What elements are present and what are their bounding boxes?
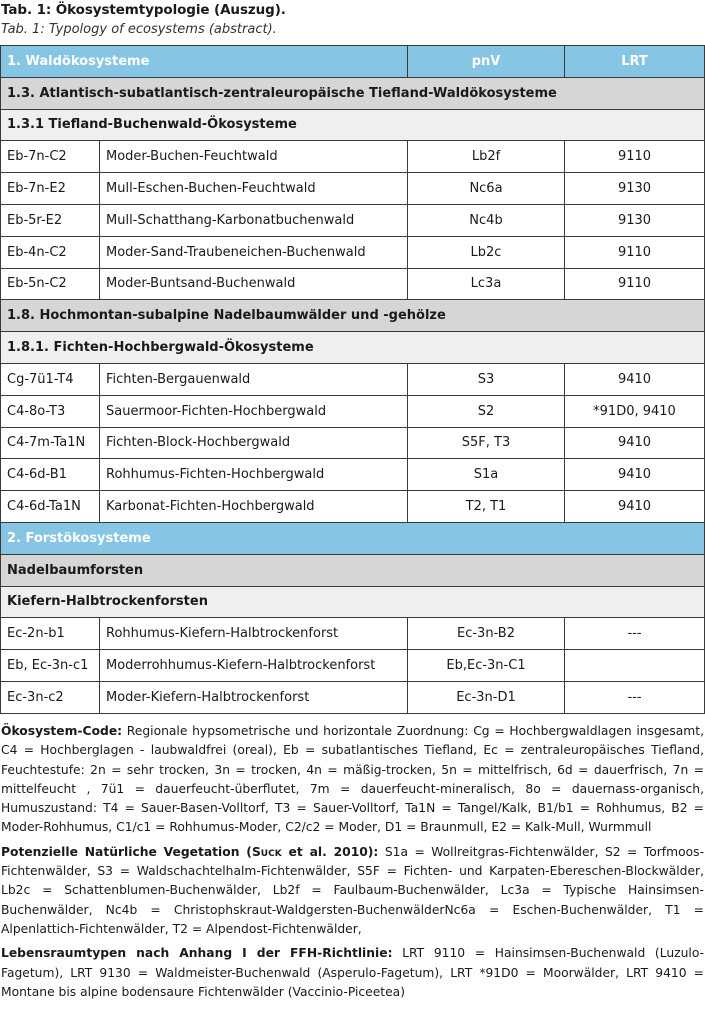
row-code: Eb-5n-C2 [1,268,100,300]
row-code: Ec-2n-b1 [1,618,100,650]
table-row [1,491,705,523]
row-lrt: --- [565,681,705,713]
row-pnv: S2 [408,395,565,427]
row-pnv: S3 [408,363,565,395]
row-name: Moder-Buchen-Feuchtwald [100,141,408,173]
ecosystem-table [0,45,705,714]
group-row [1,554,705,586]
header-pnv: pnV [408,46,565,78]
row-name: Fichten-Bergauenwald [100,363,408,395]
row-name: Mull-Schatthang-Karbonatbuchenwald [100,204,408,236]
row-code: Eb-7n-E2 [1,173,100,205]
note-ecosystem-code [1,722,704,838]
group-row [1,77,705,109]
row-pnv: Lb2f [408,141,565,173]
note-pnv [1,843,704,939]
row-lrt: 9110 [565,268,705,300]
row-pnv: Nc4b [408,204,565,236]
table-row [1,427,705,459]
table-caption-subtitle: Tab. 1: Typology of ecosystems (abstract). [1,22,277,37]
row-pnv: Lb2c [408,236,565,268]
row-code: C4-6d-B1 [1,459,100,491]
row-pnv: Ec-3n-B2 [408,618,565,650]
table-row [1,459,705,491]
subgroup-kiefern-label: Kiefern-Halbtrockenforsten [1,586,705,618]
row-pnv: T2, T1 [408,491,565,523]
table-row [1,236,705,268]
row-code: Eb-4n-C2 [1,236,100,268]
table-row [1,173,705,205]
row-code: Ec-3n-c2 [1,681,100,713]
note-ecosystem-code-label: Ökosystem-Code: [1,724,123,738]
row-lrt: --- [565,618,705,650]
note-pnv-label-end: et al. 2010): [281,844,379,859]
row-lrt: *91D0, 9410 [565,395,705,427]
row-lrt: 9130 [565,173,705,205]
row-code: C4-6d-Ta1N [1,491,100,523]
subgroup-1-3-1-label: 1.3.1 Tiefland-Buchenwald-Ökosysteme [1,109,705,141]
group-1-8-label: 1.8. Hochmontan-subalpine Nadelbaumwälder und -gehölze [1,300,705,332]
row-code: Eb-5r-E2 [1,204,100,236]
row-code: Eb, Ec-3n-c1 [1,650,100,682]
note-pnv-text: S1a = Wollreitgras-Fichtenwälder, S2 = Torfmoos-Fichtenwälder, S3 = Waldschachtelhalm-Fichtenwälder, S5F = Fichten- und Karpaten-Ebereschen-Blockwälder, Lb2c = Schattenblumen-Buchenwälder, Lb2f = Faulbaum-Buchenwälder, Lc3a = Typische Hainsimsen-Buchenwälder, Nc4b = Christophskraut-Waldgersten-BuchenwälderNc6a = Eschen-Buchenwälder, T1 = Alpenlattich-Fichtenwälder, T2 = Alpendost-Fichtenwälder, [1,844,705,936]
table-row [1,395,705,427]
note-ecosystem-code-text: Regionale hypsometrische und horizontale Zuordnung: Cg = Hochbergwaldlagen insgesamt, C4 = Hochberglagen - laubwaldfrei (oreal), Eb = subatlantisches Tiefland, Ec = zentraleuropäisches Tiefland, Feuchtestufe: 2n = sehr trocken, 3n = trocken, 4n = mäßig-trocken, 5n = mittelfrisch, 6d = dauerfrisch, 7n = mittelfeucht , 7ü1 = dauerfeucht-überflutet, 7m = dauerfeucht-mineralisch, 8o = dauernass-organisch, Humuszustand: T4 = Sauer-Basen-Volltorf, T3 = Sauer-Volltorf, Ta1N = Tangel/Kalk, B1/b1 = Rohhumus, B2 = Moder-Rohhumus, C1/c1 = Rohhumus-Moder, C2/c2 = Moder, D1 = Braunmull, E2 = Kalk-Mull, Wurmmull [1,724,704,835]
table-notes [1,722,704,1007]
group-row [1,300,705,332]
row-lrt: 9110 [565,141,705,173]
row-name: Moderrohhumus-Kiefern-Halbtrockenforst [100,650,408,682]
row-lrt: 9410 [565,491,705,523]
subgroup-row [1,586,705,618]
row-pnv: Lc3a [408,268,565,300]
note-lrt-text: LRT 9110 = Hainsimsen-Buchenwald (Luzulo-Fagetum), LRT 9130 = Waldmeister-Buchenwald (Asperulo-Fagetum), LRT *91D0 = Moorwälder, LRT 9410 = Montane bis alpine bodensaure Fichtenwälder (Vaccinio-Piceetea) [1,946,705,999]
row-lrt: 9130 [565,204,705,236]
row-pnv: S5F, T3 [408,427,565,459]
table-row [1,618,705,650]
header-forstoekosysteme: 2. Forstökosysteme [1,522,705,554]
table-row [1,141,705,173]
row-name: Karbonat-Fichten-Hochbergwald [100,491,408,523]
group-1-3-label: 1.3. Atlantisch-subatlantisch-zentraleuropäische Tiefland-Waldökosysteme [1,77,705,109]
row-code: Eb-7n-C2 [1,141,100,173]
row-name: Moder-Buntsand-Buchenwald [100,268,408,300]
row-name: Moder-Kiefern-Halbtrockenforst [100,681,408,713]
group-nadelbaumforsten-label: Nadelbaumforsten [1,554,705,586]
row-name: Moder-Sand-Traubeneichen-Buchenwald [100,236,408,268]
table-row [1,650,705,682]
table-row [1,681,705,713]
row-name: Rohhumus-Kiefern-Halbtrockenforst [100,618,408,650]
row-name: Mull-Eschen-Buchen-Feuchtwald [100,173,408,205]
note-pnv-author: Suck [251,844,282,859]
subgroup-1-8-1-label: 1.8.1. Fichten-Hochbergwald-Ökosysteme [1,332,705,364]
table-row [1,204,705,236]
row-pnv: Eb,Ec-3n-C1 [408,650,565,682]
table-row [1,268,705,300]
note-pnv-label: Potenzielle Natürliche Vegetation ( [1,844,252,859]
table-caption-title: Tab. 1: Ökosystemtypologie (Auszug). [1,2,286,18]
subgroup-row [1,332,705,364]
table-header-row-forst [1,522,705,554]
row-pnv: S1a [408,459,565,491]
note-lrt [1,944,704,1002]
row-name: Sauermoor-Fichten-Hochbergwald [100,395,408,427]
row-lrt: 9410 [565,427,705,459]
note-lrt-label: Lebensraumtypen nach Anhang I der FFH-Richtlinie: [1,946,393,961]
header-waldoekosysteme: 1. Waldökosysteme [1,46,408,78]
table-header-row [1,46,705,78]
row-lrt: 9110 [565,236,705,268]
row-code: C4-7m-Ta1N [1,427,100,459]
row-name: Rohhumus-Fichten-Hochbergwald [100,459,408,491]
row-lrt [565,650,705,682]
header-lrt: LRT [565,46,705,78]
table-row [1,363,705,395]
row-code: Cg-7ü1-T4 [1,363,100,395]
row-pnv: Nc6a [408,173,565,205]
row-lrt: 9410 [565,363,705,395]
row-lrt: 9410 [565,459,705,491]
subgroup-row [1,109,705,141]
row-code: C4-8o-T3 [1,395,100,427]
row-pnv: Ec-3n-D1 [408,681,565,713]
row-name: Fichten-Block-Hochbergwald [100,427,408,459]
